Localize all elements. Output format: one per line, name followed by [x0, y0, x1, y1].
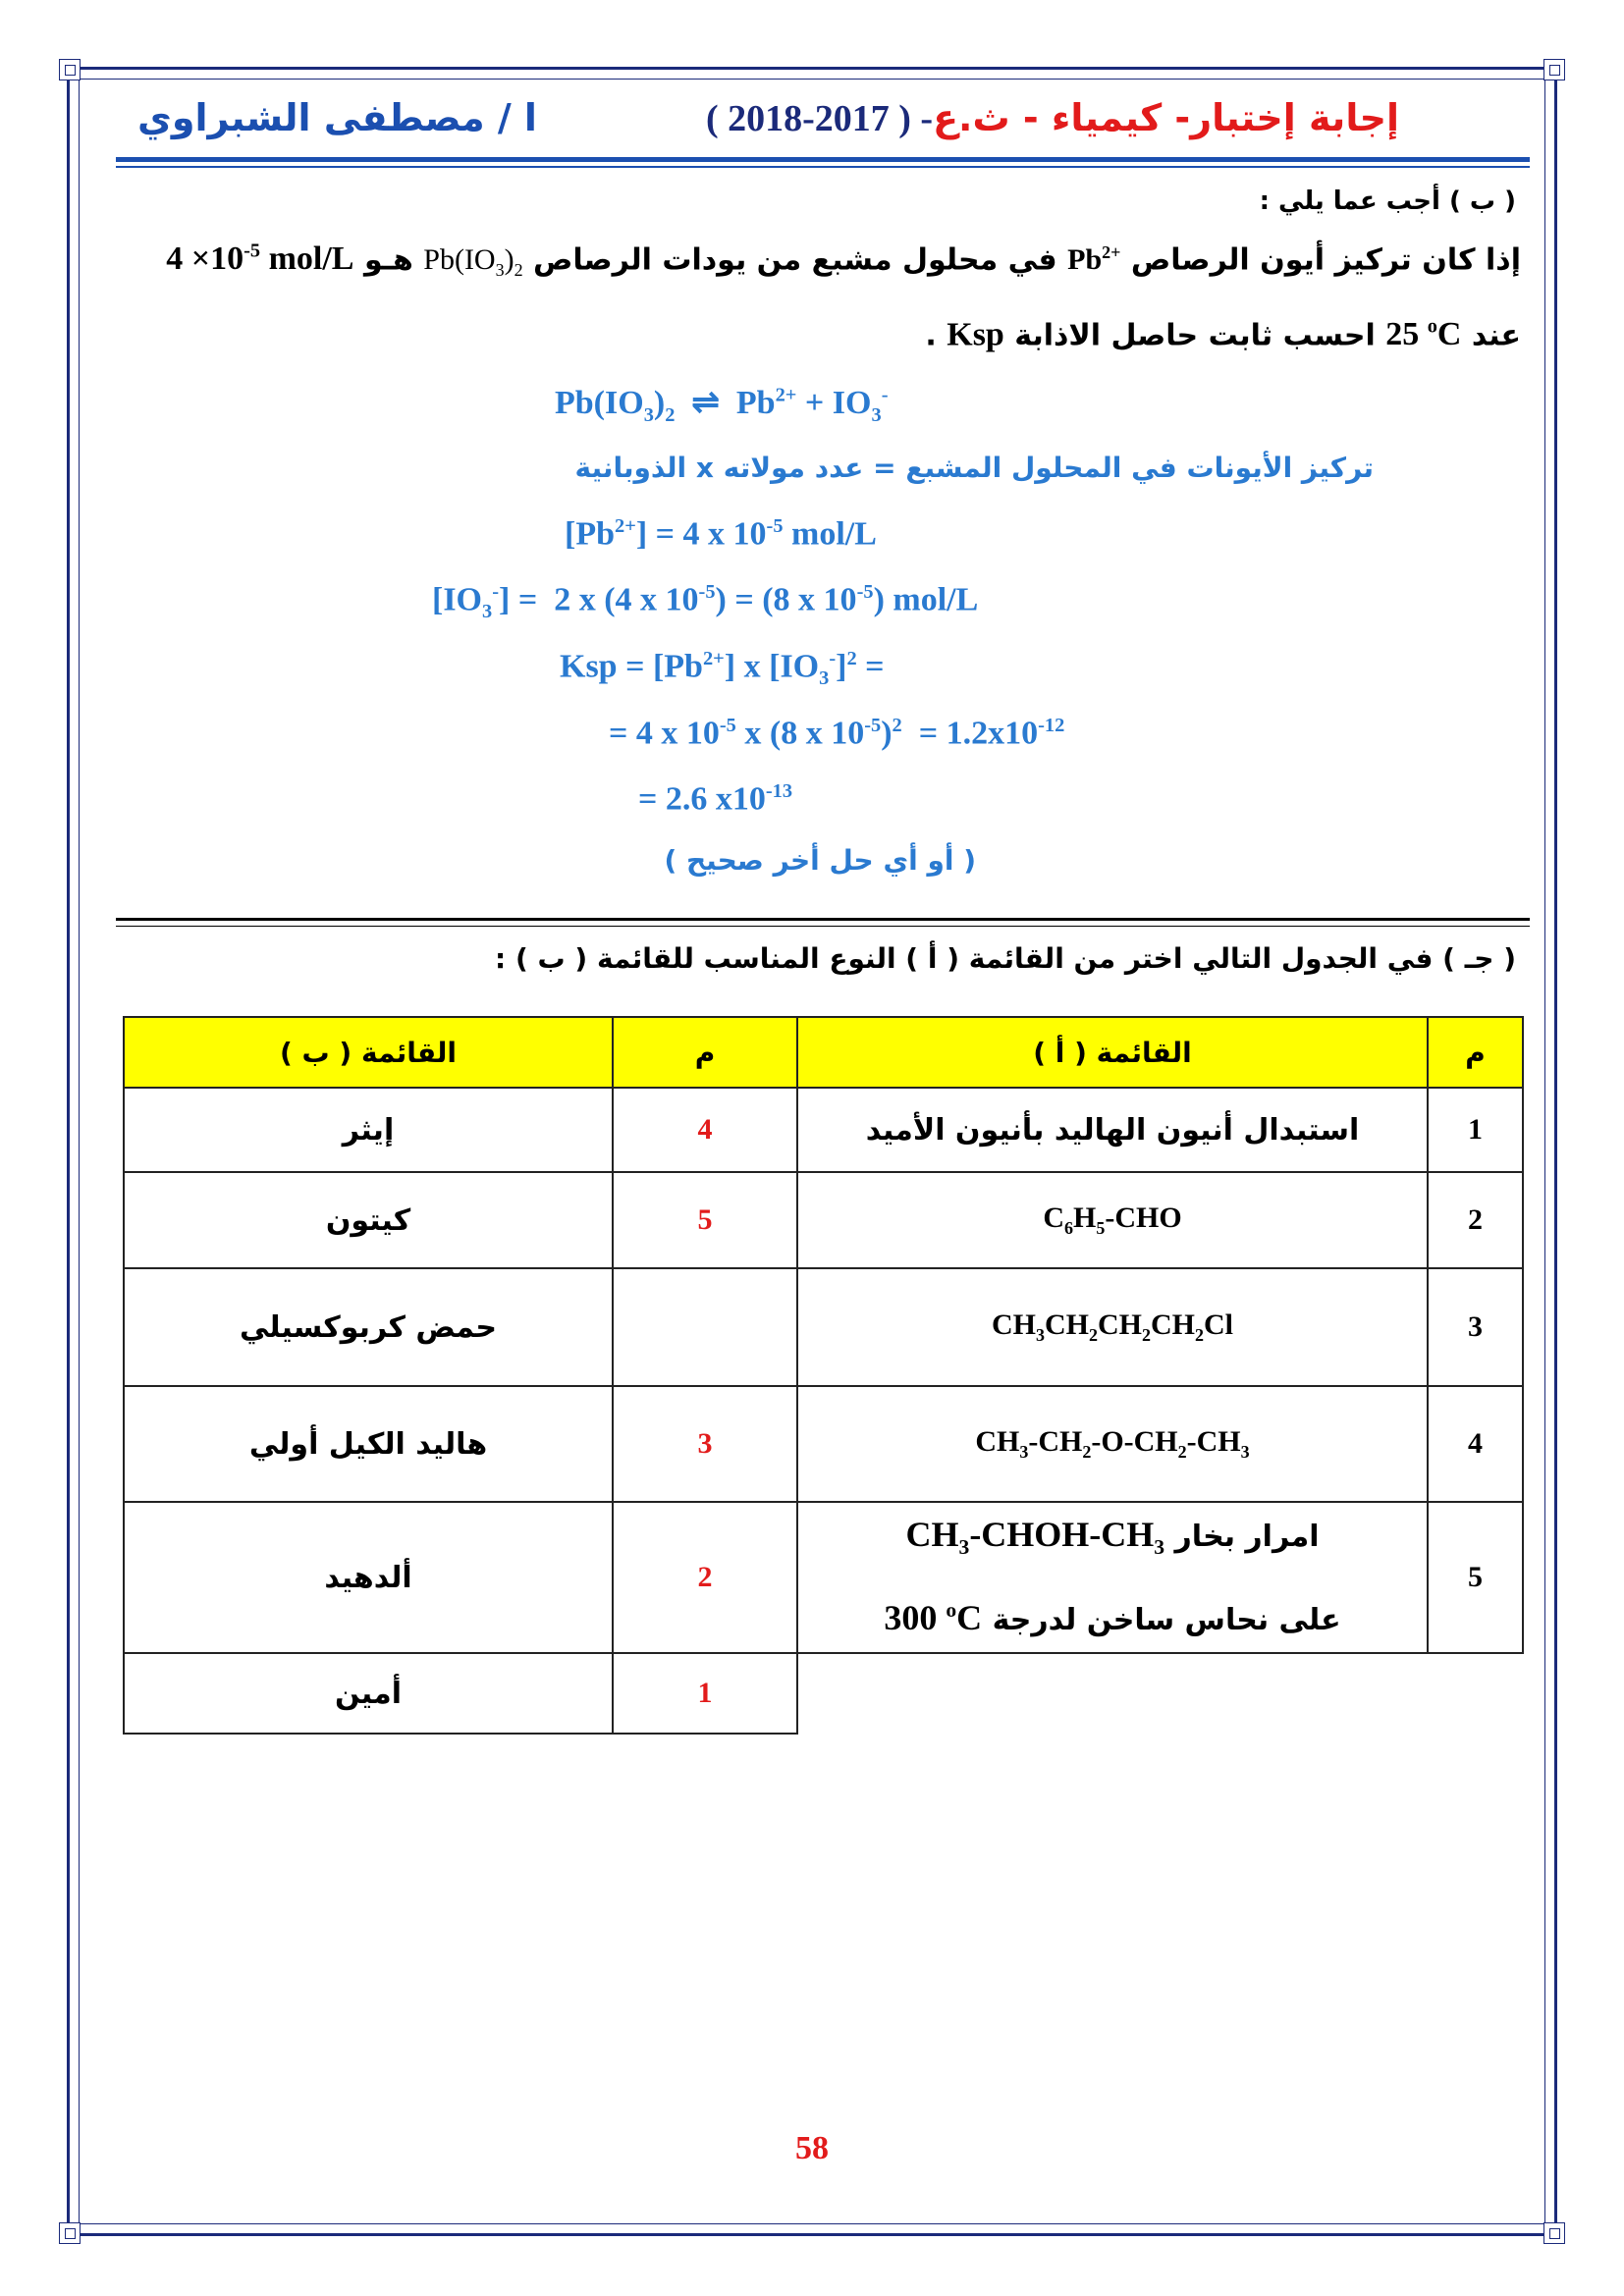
list-a-item	[797, 1502, 1428, 1653]
row-number: 1	[1428, 1088, 1523, 1172]
lead-iodate-formula	[423, 243, 523, 281]
alternative-note: ( أو أي حل أخر صحيح )	[664, 844, 976, 877]
temp-degree: o	[1427, 316, 1437, 338]
conc-number: 4 ×10	[166, 240, 244, 278]
temperature	[1385, 316, 1461, 352]
table-row	[124, 1653, 1523, 1734]
ksp-substitution: = 4 x $10^{-5}$ x (8 x $10^{-5})^2 = 1.2x10^{-12}$	[609, 715, 1065, 752]
empty-cell	[1428, 1653, 1523, 1734]
empty-cell	[797, 1653, 1428, 1734]
answer-number: 4	[613, 1088, 797, 1172]
ksp-symbol: Ksp	[947, 316, 1004, 353]
table-row	[124, 1502, 1523, 1653]
q2-text-b: احسب ثابت حاصل الاذابة	[1003, 318, 1386, 353]
exam-years: - ( 2017-2018 )	[705, 98, 934, 139]
q1-text-a: إذا كان تركيز أيون الرصاص	[1120, 242, 1521, 278]
author-name: ا / مصطفى الشبراوي	[137, 96, 537, 139]
header-list-b: القائمة ( ب )	[124, 1017, 613, 1088]
answer-number	[613, 1268, 797, 1386]
concentration-rule: تركيز الأيونات في المحلول المشبع = عدد مولاته x الذوبانية	[574, 452, 1374, 484]
list-a-formula: $CH_3-CH_2-O-CH_2-CH_3$	[797, 1386, 1428, 1502]
header-rule	[116, 157, 1530, 162]
part-c-label: ( جـ ) في الجدول التالي اختر من القائمة ( أ ) النوع المناسب للقائمة ( ب ) :	[495, 942, 1516, 975]
dissociation-equation: $Pb(IO_3)_2$ ⇌ $Pb^{2+} + IO_3^-$	[555, 384, 889, 426]
list-a-formula: $CH_3CH_2CH_2CH_2Cl$	[797, 1268, 1428, 1386]
answer-number: 2	[613, 1502, 797, 1653]
list-b-item: إيثر	[124, 1088, 613, 1172]
q1-text-c: هـو	[353, 242, 424, 278]
question-line-2	[925, 316, 1521, 353]
header-list-a: القائمة ( أ )	[797, 1017, 1428, 1088]
header-m2: م	[613, 1017, 797, 1088]
salt-part1: Pb(IO	[423, 243, 496, 277]
list-b-item: أمين	[124, 1653, 613, 1734]
pb-concentration: $[Pb^{2+}] = 4$ x $10^{-5}$ mol/L	[565, 515, 877, 553]
table-row	[124, 1172, 1523, 1268]
table-row	[124, 1088, 1523, 1172]
list-b-item: حمض كربوكسيلي	[124, 1268, 613, 1386]
exam-title-text: إجابة إختبار- كيمياء -	[1009, 96, 1399, 139]
list-a-formula: $C_6H_5$-CHO	[797, 1172, 1428, 1268]
list-b-item: هاليد الكيل أولي	[124, 1386, 613, 1502]
exam-title	[692, 88, 1399, 148]
section-separator	[116, 918, 1530, 921]
q1-text-b: في محلول مشبع من يودات الرصاص	[522, 242, 1068, 278]
section-separator-thin	[116, 926, 1530, 927]
ksp-result: = 2.6 $x10^{-13}$	[638, 780, 793, 818]
lead-ion	[1067, 243, 1120, 276]
lead-ion-symbol: Pb	[1067, 243, 1103, 277]
corner-ornament-tl	[59, 59, 81, 80]
list-a-line-2: على نحاس ساخن لدرجة 300 $^o$C	[884, 1598, 1341, 1638]
temp-value: 25	[1385, 316, 1428, 353]
row-number: 2	[1428, 1172, 1523, 1268]
concentration-value	[166, 240, 353, 277]
question-line-1	[166, 240, 1521, 281]
header-m1: م	[1428, 1017, 1523, 1088]
table-row	[124, 1268, 1523, 1386]
part-b-label: ( ب ) أجب عما يلي :	[1259, 187, 1516, 216]
salt-part2: )	[504, 243, 514, 277]
row-number: 3	[1428, 1268, 1523, 1386]
q2-text-a: عند	[1461, 318, 1521, 353]
list-a-item: استبدال أنيون الهاليد بأنيون الأميد	[797, 1088, 1428, 1172]
answer-number: 5	[613, 1172, 797, 1268]
page-number: 58	[795, 2130, 829, 2166]
table-row	[124, 1386, 1523, 1502]
row-number: 4	[1428, 1386, 1523, 1502]
ksp-expression: Ksp = $[Pb^{2+}]$ x $[IO_3^-]^2$ =	[560, 648, 885, 690]
list-b-item: كيتون	[124, 1172, 613, 1268]
matching-table	[123, 1016, 1524, 1735]
salt-sub2: 2	[514, 260, 523, 281]
corner-ornament-tr	[1543, 59, 1565, 80]
exam-track: ث.ع	[933, 96, 1010, 139]
answer-number: 3	[613, 1386, 797, 1502]
iodate-concentration: $[IO_3^-] = 2$ x (4 x $10^{-5}) = (8$ x $10^{-5}$) mol/L	[432, 581, 979, 623]
list-b-item: ألدهيد	[124, 1502, 613, 1653]
row-number: 5	[1428, 1502, 1523, 1653]
conc-unit: mol/L	[260, 240, 354, 278]
salt-sub1: 3	[495, 260, 505, 281]
list-a-line-1: امرار بخار $CH_3-CHOH-CH_3$	[905, 1515, 1320, 1560]
q2-end: .	[925, 318, 947, 353]
table-header-row	[124, 1017, 1523, 1088]
conc-exponent: -5	[244, 240, 261, 262]
temp-unit: C	[1436, 316, 1462, 353]
header-rule-thin	[116, 166, 1530, 168]
corner-ornament-bl	[59, 2222, 81, 2244]
answer-number: 1	[613, 1653, 797, 1734]
corner-ornament-br	[1543, 2222, 1565, 2244]
lead-ion-charge: 2+	[1102, 242, 1121, 263]
